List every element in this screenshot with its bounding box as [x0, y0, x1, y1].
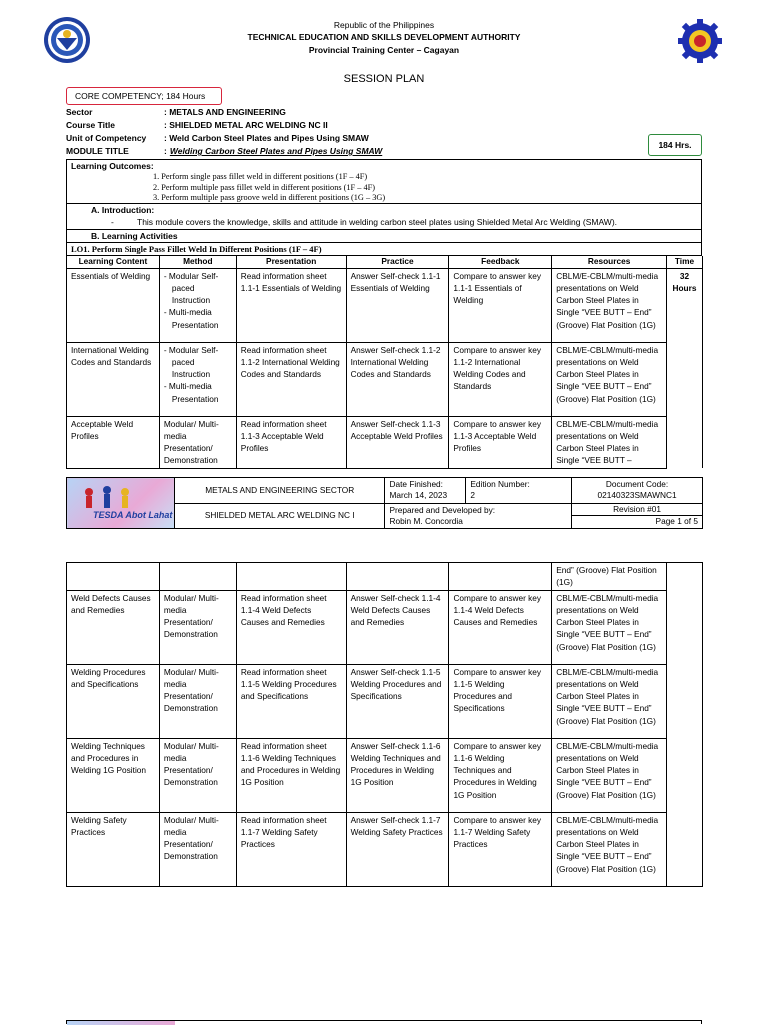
column-header: Resources — [552, 256, 667, 268]
learning-outcome-item: 2. Perform multiple pass fillet weld in different positions (1F – 4F) — [153, 182, 375, 192]
cell-presentation: Read information sheet 1.1-4 Weld Defects Causes and Remedies — [236, 590, 346, 664]
cell-content: Welding Techniques and Procedures in Welding 1G Position — [67, 738, 160, 812]
meta-label: Unit of Competency — [66, 133, 147, 143]
cell-presentation: Read information sheet 1.1-3 Acceptable Weld Profiles — [236, 416, 346, 468]
learning-outcome-item: 3. Perform multiple pass groove weld in different positions (1G – 3G) — [153, 193, 386, 202]
cell-content: Essentials of Welding — [67, 268, 160, 342]
method-item: - Modular Self-paced Instruction — [163, 344, 219, 380]
cell-feedback: Compare to answer key 1.1-3 Acceptable Weld Profiles — [449, 416, 552, 468]
cell-practice: Answer Self-check 1.1-3 Acceptable Weld Profiles — [346, 416, 449, 468]
cell-method — [159, 342, 236, 416]
table-header-row — [67, 256, 703, 268]
cell-content: International Welding Codes and Standards — [67, 342, 160, 416]
cell-presentation — [236, 563, 346, 591]
cell-feedback: Compare to answer key 1.1-7 Welding Safety Practices — [449, 812, 552, 886]
cell-resources: CBLM/E-CBLM/multi-media presentations on Weld Carbon Steel Plates in Single “VEE BUTT – End” (Groove) Flat Position (1G) — [552, 342, 667, 416]
cell-method — [159, 563, 236, 591]
cell-method: Modular/ Multi-media Presentation/ Demonstration — [159, 590, 236, 664]
column-header: Method — [159, 256, 236, 268]
introduction-text: This module covers the knowledge, skills and attitude in welding carbon steel plates using Shielded Metal Arc Welding (SMAW). — [137, 217, 618, 227]
cell-content: Welding Procedures and Specifications — [67, 664, 160, 738]
page-title: SESSION PLAN — [343, 73, 425, 85]
footer-edition-label: Edition Number: — [470, 479, 530, 489]
cell-time — [666, 268, 702, 468]
cell-presentation: Read information sheet 1.1-7 Welding Safety Practices — [236, 812, 346, 886]
logo-caption: TESDA Abot Lahat — [93, 510, 173, 520]
footer-doc-code — [572, 478, 703, 504]
cell-resources: CBLM/E-CBLM/multi-media presentations on Weld Carbon Steel Plates in Single “VEE BUTT – End” (Groove) Flat Position (1G) — [552, 664, 667, 738]
footer-revision-page — [572, 503, 703, 529]
footer-date — [385, 478, 466, 504]
cell-feedback: Compare to answer key 1.1-4 Weld Defects Causes and Remedies — [449, 590, 552, 664]
cell-time — [667, 563, 703, 887]
cell-resources: CBLM/E-CBLM/multi-media presentations on Weld Carbon Steel Plates in Single “VEE BUTT – End” (Groove) Flat Position (1G) — [552, 590, 667, 664]
cell-resources: End” (Groove) Flat Position (1G) — [552, 563, 667, 591]
time-value: 32 — [679, 270, 690, 281]
meta-colon: : — [164, 146, 167, 156]
cell-method: Modular/ Multi-media Presentation/ Demonstration — [159, 812, 236, 886]
cell-resources: CBLM/E-CBLM/multi-media presentations on Weld Carbon Steel Plates in Single “VEE BUTT – End” (Groove) Flat Position (1G) — [552, 738, 667, 812]
cell-resources: CBLM/E-CBLM/multi-media presentations on Weld Carbon Steel Plates in Single “VEE BUTT – End” (Groove) Flat Position (1G) — [552, 812, 667, 886]
time-unit: Hours — [672, 282, 697, 293]
tesda-abot-lahat-logo — [67, 478, 175, 529]
column-header: Time — [666, 256, 702, 268]
introduction-text-row — [67, 216, 701, 228]
introduction-heading: A. Introduction: — [91, 205, 155, 215]
footer-sector: METALS AND ENGINEERING SECTOR — [174, 478, 385, 504]
cell-feedback: Compare to answer key 1.1-1 Essentials of Welding — [449, 268, 552, 342]
footer-edition — [466, 478, 572, 504]
training-center: Provincial Training Center – Cagayan — [308, 45, 460, 55]
cell-practice — [346, 563, 449, 591]
cell-practice: Answer Self-check 1.1-4 Weld Defects Causes and Remedies — [346, 590, 449, 664]
table-row — [67, 563, 703, 591]
column-header: Presentation — [236, 256, 346, 268]
cell-feedback: Compare to answer key 1.1-6 Welding Techniques and Procedures in Welding 1G Position — [449, 738, 552, 812]
footer-prepared — [385, 503, 572, 529]
cell-feedback: Compare to answer key 1.1-5 Welding Procedures and Specifications — [449, 664, 552, 738]
column-header: Practice — [346, 256, 449, 268]
cell-method — [159, 268, 236, 342]
column-header: Learning Content — [67, 256, 160, 268]
next-page-footer-edge — [66, 1020, 702, 1024]
method-item: - Multi-media Presentation — [163, 381, 219, 404]
next-page-logo-strip — [67, 1021, 175, 1025]
cell-presentation: Read information sheet 1.1-2 International Welding Codes and Standards — [236, 342, 346, 416]
meta-value: : Weld Carbon Steel Plates and Pipes Using SMAW — [164, 133, 369, 143]
meta-module-title — [66, 146, 382, 156]
introduction-box — [66, 204, 702, 230]
page-footer — [66, 477, 703, 529]
footer-qualification: SHIELDED METAL ARC WELDING NC I — [174, 503, 385, 529]
meta-value: : METALS AND ENGINEERING — [164, 107, 286, 117]
activities-table-page2 — [66, 562, 703, 887]
footer-revision: Revision #01 — [572, 504, 702, 516]
learning-outcomes-box — [66, 159, 702, 204]
table-row — [67, 738, 703, 812]
cell-presentation: Read information sheet 1.1-6 Welding Techniques and Procedures in Welding 1G Position — [236, 738, 346, 812]
cell-practice: Answer Self-check 1.1-5 Welding Procedures and Specifications — [346, 664, 449, 738]
cell-content: Welding Safety Practices — [67, 812, 160, 886]
cell-presentation: Read information sheet 1.1-1 Essentials of Welding — [236, 268, 346, 342]
footer-prepared-label: Prepared and Developed by: — [389, 504, 496, 515]
cell-method: Modular/ Multi-media Presentation/ Demonstration — [159, 664, 236, 738]
cell-feedback — [449, 563, 552, 591]
cell-practice: Answer Self-check 1.1-7 Welding Safety Practices — [346, 812, 449, 886]
meta-label: Sector — [66, 107, 93, 117]
table-row — [67, 268, 703, 342]
meta-label: Course Title — [66, 120, 115, 130]
footer-date-value: March 14, 2023 — [389, 490, 448, 500]
cell-resources: CBLM/E-CBLM/multi-media presentations on Weld Carbon Steel Plates in Single “VEE BUTT – — [552, 416, 667, 468]
cell-practice: Answer Self-check 1.1-1 Essentials of Welding — [346, 268, 449, 342]
footer-doc-code-label: Document Code: — [605, 479, 669, 489]
method-item: - Modular Self-paced Instruction — [163, 270, 219, 306]
table-row — [67, 416, 703, 468]
hours-badge: 184 Hrs. — [648, 134, 702, 156]
cell-content: Acceptable Weld Profiles — [67, 416, 160, 468]
cell-resources: CBLM/E-CBLM/multi-media presentations on Weld Carbon Steel Plates in Single “VEE BUTT – End” (Groove) Flat Position (1G) — [552, 268, 667, 342]
cell-content — [67, 563, 160, 591]
meta-value: : SHIELDED METAL ARC WELDING NC II — [164, 120, 328, 130]
table-row — [67, 812, 703, 886]
cell-content: Weld Defects Causes and Remedies — [67, 590, 160, 664]
table-row — [67, 664, 703, 738]
agency-name: TECHNICAL EDUCATION AND SKILLS DEVELOPMENT AUTHORITY — [247, 32, 521, 42]
footer-date-label: Date Finished: — [389, 479, 443, 489]
core-competency-box: CORE COMPETENCY; 184 Hours — [66, 87, 222, 105]
footer-doc-code-value: 02140323SMAWNC1 — [597, 490, 677, 500]
meta-value: Welding Carbon Steel Plates and Pipes Using SMAW — [169, 146, 383, 156]
column-header: Feedback — [449, 256, 552, 268]
cell-practice: Answer Self-check 1.1-6 Welding Techniques and Procedures in Welding 1G Position — [346, 738, 449, 812]
lo1-heading: LO1. Perform Single Pass Fillet Weld In Different Positions (1F – 4F) — [66, 243, 702, 256]
activities-table-page1 — [66, 256, 703, 469]
cell-method: Modular/ Multi-media Presentation/ Demonstration — [159, 416, 236, 468]
table-row — [67, 590, 703, 664]
footer-edition-value: 2 — [470, 490, 475, 500]
learning-activities-box: B. Learning Activities — [66, 230, 702, 243]
cell-feedback: Compare to answer key 1.1-2 International Welding Codes and Standards — [449, 342, 552, 416]
footer-prepared-value: Robin M. Concordia — [389, 515, 463, 526]
cell-presentation: Read information sheet 1.1-5 Welding Procedures and Specifications — [236, 664, 346, 738]
method-item: - Multi-media Presentation — [163, 307, 219, 330]
cell-practice: Answer Self-check 1.1-2 International Welding Codes and Standards — [346, 342, 449, 416]
republic-line: Republic of the Philippines — [333, 20, 435, 30]
learning-outcome-item: 1. Perform single pass fillet weld in different positions (1F – 4F) — [153, 172, 368, 181]
learning-outcomes-title: Learning Outcomes: — [71, 161, 154, 171]
cell-method: Modular/ Multi-media Presentation/ Demonstration — [159, 738, 236, 812]
meta-course-title — [66, 120, 328, 130]
introduction-bullet: - — [111, 217, 114, 227]
meta-label: MODULE TITLE — [66, 146, 129, 156]
meta-sector — [66, 107, 286, 117]
meta-unit-of-competency — [66, 133, 369, 143]
table-row — [67, 342, 703, 416]
footer-page-number: Page 1 of 5 — [655, 515, 698, 526]
